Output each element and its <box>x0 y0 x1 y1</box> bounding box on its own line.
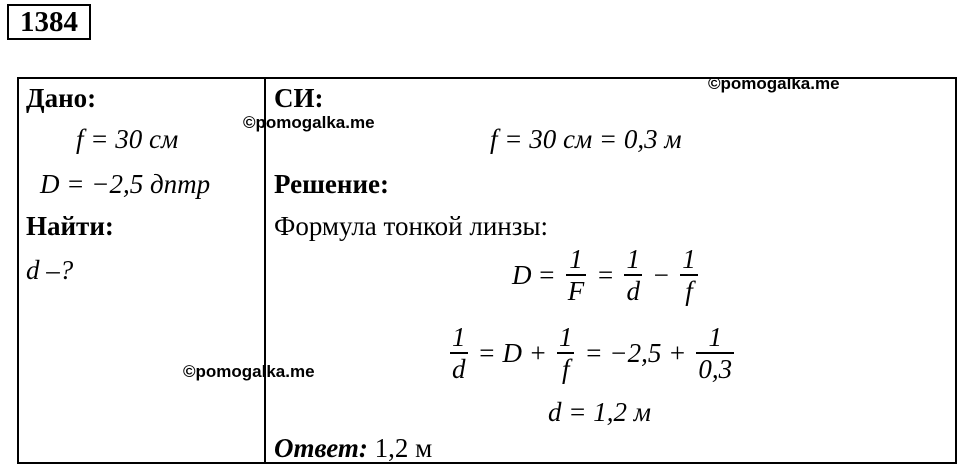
frac-num: 1 <box>569 244 583 274</box>
fraction-1-over-f <box>557 322 575 384</box>
find-line: d –? <box>26 255 74 285</box>
equation-lens-formula <box>512 244 702 306</box>
frac-den: d <box>452 354 466 384</box>
frac-den: f <box>680 274 698 306</box>
watermark: ©pomogalka.me <box>708 74 840 93</box>
frac-den: F <box>567 276 585 306</box>
answer <box>274 432 432 464</box>
fraction-1-over-f <box>680 244 698 306</box>
frac-den: d <box>626 276 640 306</box>
answer-value: 1,2 м <box>374 433 433 463</box>
frac-num: 1 <box>626 244 640 274</box>
given-D: D = −2,5 дптр <box>40 169 211 199</box>
watermark: ©pomogalka.me <box>183 362 315 381</box>
si-heading: СИ: <box>274 83 324 113</box>
fraction-1-over-F <box>566 244 587 306</box>
fraction-1-over-d <box>450 322 468 384</box>
si-line: f = 30 см = 0,3 м <box>490 124 682 154</box>
given-heading: Дано: <box>26 83 97 113</box>
fraction-1-over-0-3 <box>696 322 734 384</box>
solution-heading: Решение: <box>274 169 389 199</box>
equation-substitution <box>446 322 738 384</box>
problem-number: 1384 <box>7 4 91 40</box>
frac-num: 1 <box>708 322 722 352</box>
eq1-lhs: D <box>512 259 532 290</box>
eq2-value: = −2,5 + <box>584 337 687 368</box>
result-line: d = 1,2 м <box>548 397 651 427</box>
solution-intro: Формула тонкой линзы: <box>274 211 549 241</box>
fraction-1-over-d <box>624 244 642 306</box>
frac-den: f <box>557 352 575 384</box>
frac-num: 1 <box>558 322 573 352</box>
frac-den: 0,3 <box>698 354 733 384</box>
column-divider <box>264 77 266 464</box>
find-heading: Найти: <box>26 211 114 241</box>
watermark: ©pomogalka.me <box>243 113 375 132</box>
frac-num: 1 <box>682 244 696 274</box>
eq1-equals-2: = <box>596 259 615 290</box>
frac-num: 1 <box>452 322 466 352</box>
answer-label: Ответ: <box>274 433 368 463</box>
eq1-minus: − <box>651 259 671 290</box>
eq2-middle: = D + <box>477 337 547 368</box>
eq1-equals: = <box>537 259 556 290</box>
given-f: f = 30 см <box>76 124 179 154</box>
